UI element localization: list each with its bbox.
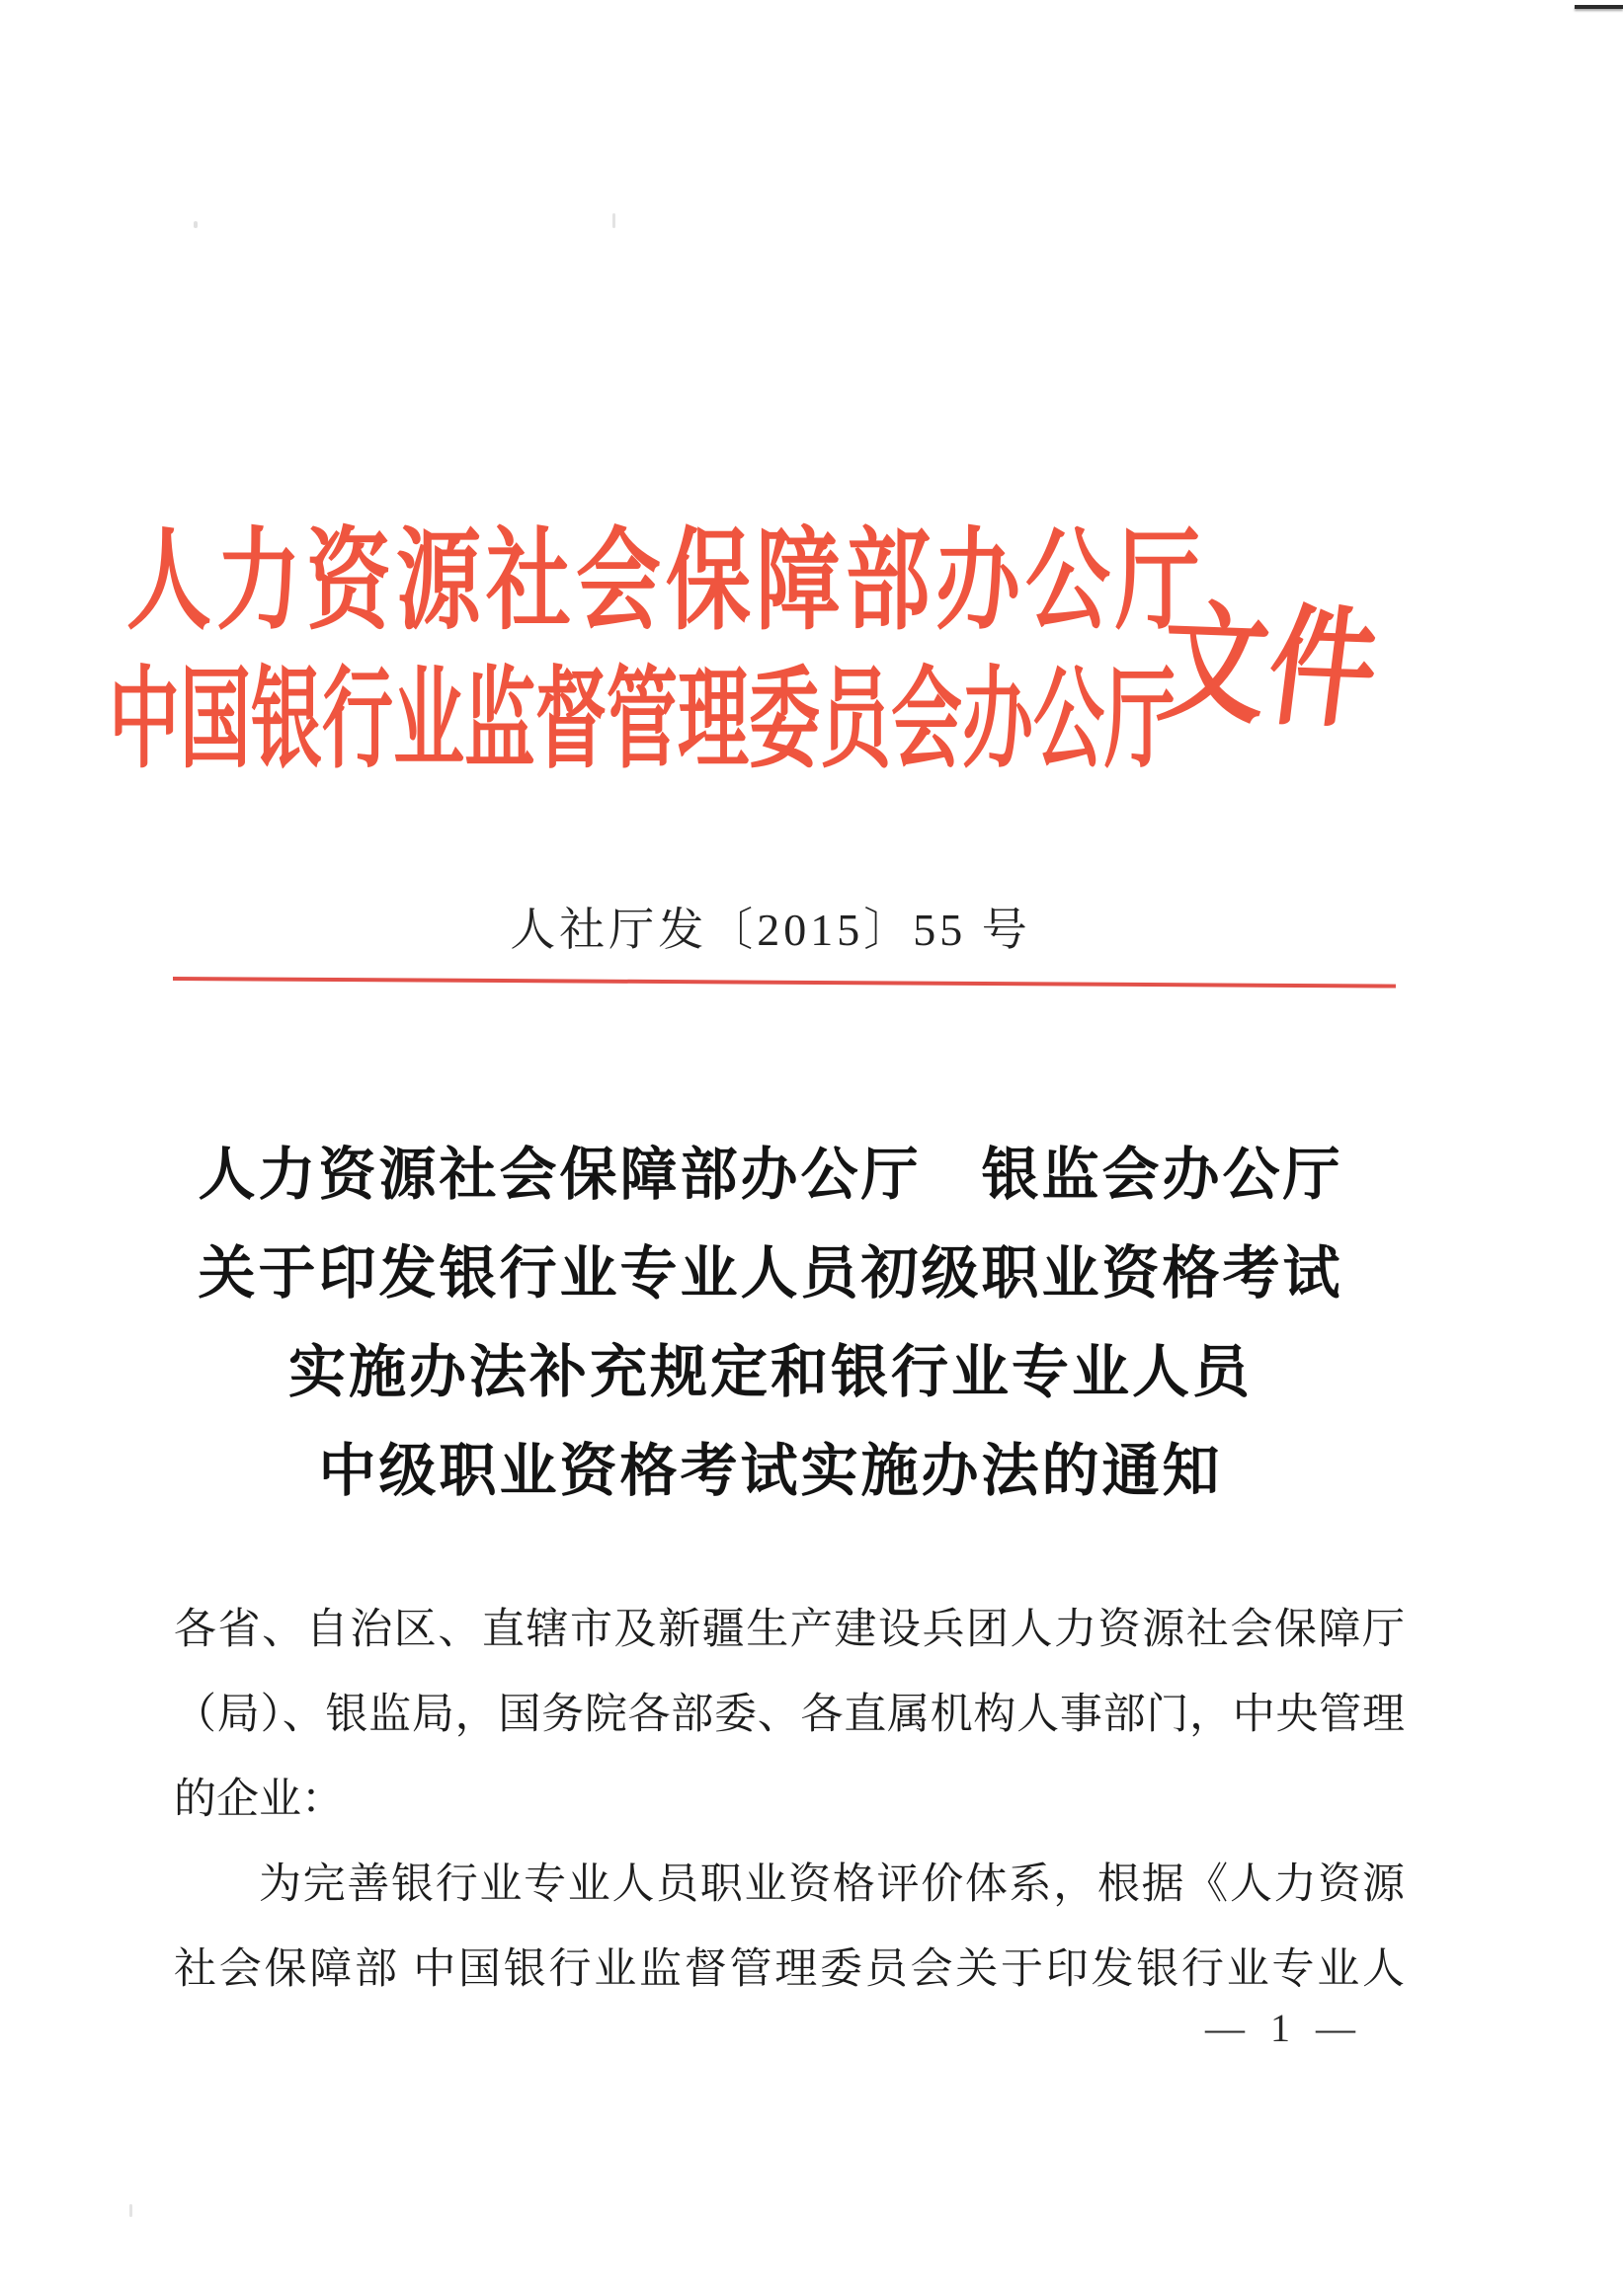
document-body	[174, 1588, 1405, 2013]
body-line: （局）、银监局，国务院各部委、各直属机构人事部门，中央管理	[174, 1692, 1405, 1738]
title-line: 实施办法补充规定和银行业专业人员	[287, 1340, 1253, 1404]
title-line: 关于印发银行业专业人员初级职业资格考试	[198, 1241, 1343, 1306]
document-title	[114, 1126, 1427, 1521]
letterhead-issuer-line2: 中国银行业监督管理委员会办公厅	[109, 659, 1177, 782]
scan-speck	[129, 2204, 132, 2217]
document-number: 人社厅发〔2015〕55 号	[510, 905, 1031, 955]
title-line: 中级职业资格考试实施办法的通知	[318, 1439, 1223, 1503]
body-line: 为完善银行业专业人员职业资格评价体系，根据《人力资源	[259, 1861, 1405, 1908]
page-number: — 1 —	[1205, 2006, 1363, 2050]
scan-speck	[612, 213, 615, 228]
letterhead-divider-rule	[173, 977, 1396, 989]
scan-speck	[194, 221, 198, 228]
letterhead-issuer-line1: 人力资源社会保障部办公厅	[126, 519, 1205, 644]
letterhead-doc-type-label: 文件	[1151, 594, 1387, 745]
scan-artifact-mark	[1575, 5, 1623, 9]
body-line: 各省、自治区、直辖市及新疆生产建设兵团人力资源社会保障厅	[174, 1607, 1405, 1653]
body-line: 的企业：	[174, 1777, 344, 1823]
body-line: 社会保障部 中国银行业监督管理委员会关于印发银行业专业人	[174, 1946, 1405, 1993]
title-line: 人力资源社会保障部办公厅 银监会办公厅	[198, 1143, 1343, 1207]
